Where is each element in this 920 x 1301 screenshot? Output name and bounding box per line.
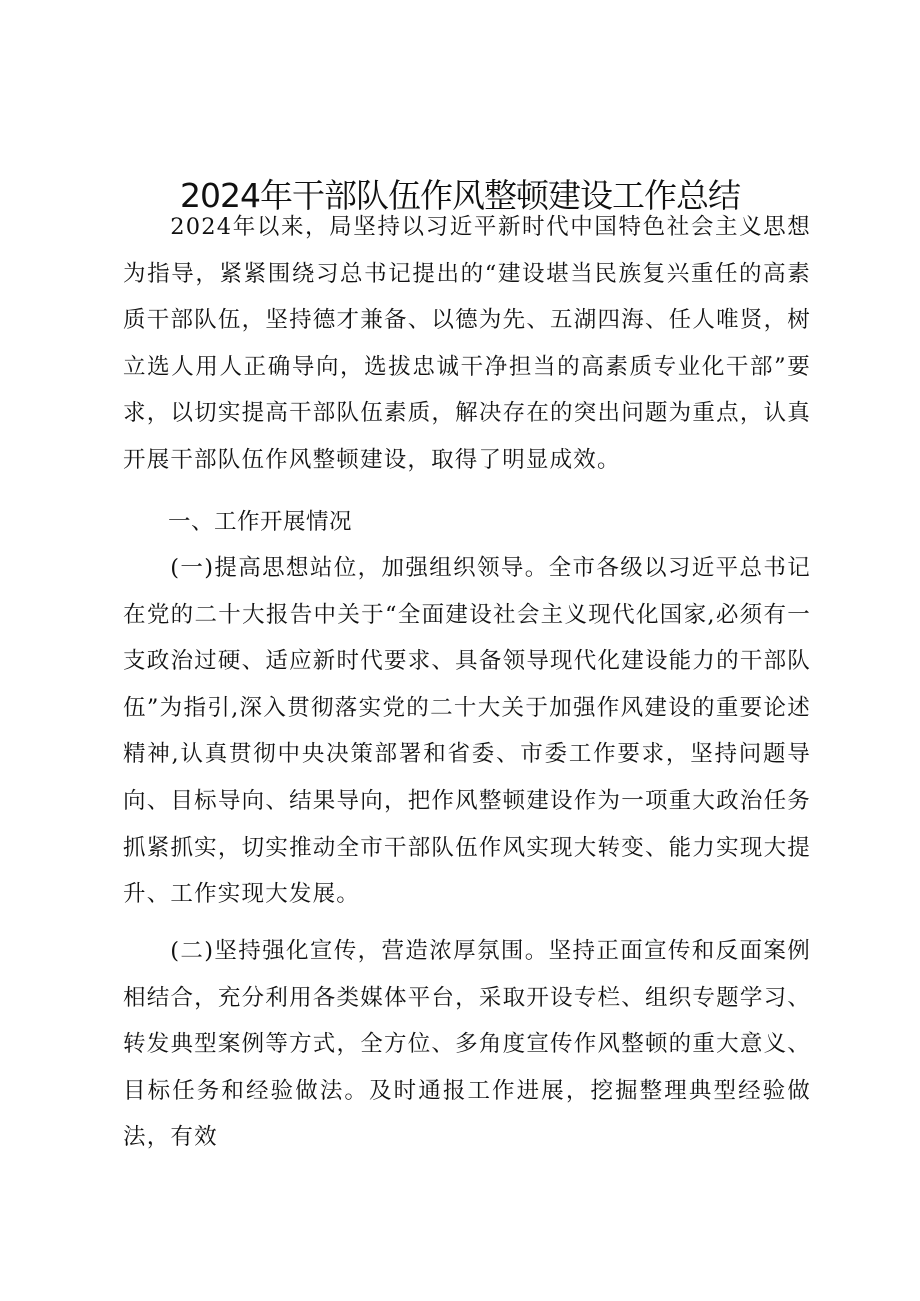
sub-paragraph-2: (二)坚持强化宣传，营造浓厚氛围。坚持正面宣传和反面案例相结合，充分利用各类媒体平台，采取开设专栏、组织专题学习、转发典型案例等方式，全方位、多角度宣传作风整顿的重大意义、目标任务和经验做法。及时通报工作进展，挖掘整理典型经验做法，有效 <box>123 938 811 1151</box>
intro-paragraph: 2024年以来，局坚持以习近平新时代中国特色社会主义思想为指导，紧紧围绕习总书记提出的“建设堪当民族复兴重任的高素质干部队伍，坚持德才兼备、以德为先、五湖四海、任人唯贤，树立选人用人正确导向，选拔忠诚干净担当的高素质专业化干部”要求，以切实提高干部队伍素质，解决存在的突出问题为重点，认真开展干部队伍作风整顿建设，取得了明显成效。 <box>123 214 811 473</box>
sub-paragraph-1: (一)提高思想站位，加强组织领导。全市各级以习近平总书记在党的二十大报告中关于“全面建设社会主义现代化国家,必须有一支政治过硬、适应新时代要求、具备领导现代化建设能力的干部队伍”为指引,深入贯彻落实党的二十大关于加强作风建设的重要论述精神,认真贯彻中央决策部署和省委、市委工作要求，坚持问题导向、目标导向、结果导向，把作风整顿建设作为一项重大政治任务抓紧抓实，切实推动全市干部队伍作风实现大转变、能力实现大提升、工作实现大发展。 <box>123 555 811 908</box>
document-title: 2024年干部队伍作风整顿建设工作总结 <box>180 176 740 215</box>
section-heading: 一、工作开展情况 <box>168 509 353 535</box>
